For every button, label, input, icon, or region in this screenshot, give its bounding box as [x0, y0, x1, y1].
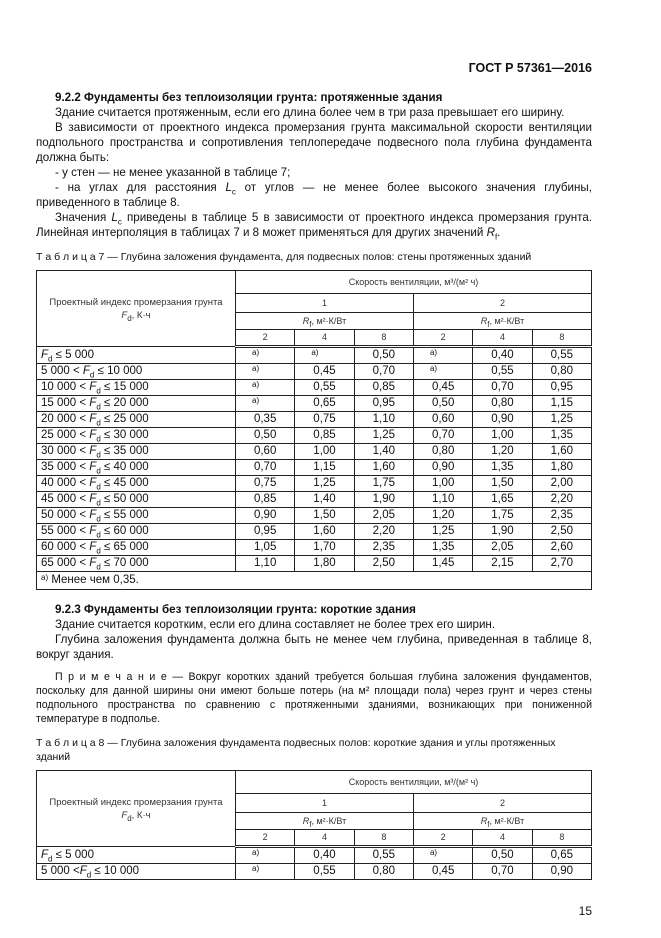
table-cell: 1,60: [295, 524, 354, 540]
table-cell: 1,90: [354, 492, 413, 508]
table-cell: 1,25: [295, 476, 354, 492]
table-cell: 2,70: [532, 556, 591, 572]
table-cell: 2,20: [354, 524, 413, 540]
sub-column-header: 4: [473, 830, 532, 847]
table-cell: 1,40: [354, 444, 413, 460]
row-label: 35 $000 < F_d \le 40$ 000: [37, 460, 236, 476]
table-8-caption: Т а б л и ц а 8 — Глубина заложения фундамента подвесных полов: короткие здания и углы протяженных зданий: [36, 737, 556, 763]
table-cell: 1,25: [532, 412, 591, 428]
row-label: 10 $000 < F_d \le 15$ 000: [37, 380, 236, 396]
table-row: [37, 412, 592, 428]
table-cell: 1,80: [532, 460, 591, 476]
table-7-caption: Т а б л и ц а 7 — Глубина заложения фундамента, для подвесных полов: стены протяженных зданий: [36, 251, 532, 263]
table-header-row: [37, 271, 592, 294]
table-row: [37, 476, 592, 492]
row-label: $F_d \le 5$ 000: [37, 347, 236, 364]
table-cell: 0,75: [295, 412, 354, 428]
table-cell: а): [413, 847, 472, 864]
table-cell: 1,35: [532, 428, 591, 444]
table-cell: 1,05: [236, 540, 295, 556]
table-cell: 1,10: [354, 412, 413, 428]
table-cell: 0,85: [295, 428, 354, 444]
table-cell: 0,70: [473, 380, 532, 396]
section-heading-9-2-2: 9.2.2 Фундаменты без теплоизоляции грунта: протяженные здания: [55, 91, 443, 104]
table-cell: 0,55: [532, 347, 591, 364]
table-row: [37, 524, 592, 540]
table-cell: 1,00: [473, 428, 532, 444]
row-label: 65 $000 < F_d \le 70$ 000: [37, 556, 236, 572]
table-cell: 2,05: [473, 540, 532, 556]
paragraph: Значения $L_c$ приведены в таблице 5 в зависимости от проектного индекса промерзания грунта. Линейная интерполяция в таблицах 7 и 8 может применяться для других значений $R_f$.: [36, 211, 592, 242]
table-cell: а): [295, 347, 354, 364]
page-number: 15: [578, 904, 592, 918]
table-cell: 1,60: [354, 460, 413, 476]
row-label: 20 $000 < F_d \le 25$ 000: [37, 412, 236, 428]
table-cell: 1,20: [473, 444, 532, 460]
table-cell: 1,70: [295, 540, 354, 556]
table-cell: 1,80: [295, 556, 354, 572]
table-cell: 2,35: [354, 540, 413, 556]
table-cell: 0,70: [354, 364, 413, 380]
table-cell: 1,20: [413, 508, 472, 524]
table-cell: 0,55: [473, 364, 532, 380]
table-cell: 0,80: [413, 444, 472, 460]
table-cell: 0,95: [354, 396, 413, 412]
table-cell: 1,45: [413, 556, 472, 572]
table-cell: 0,55: [354, 847, 413, 864]
table-header-row: [37, 771, 592, 794]
table-footnote: $^{а)}$ Менее чем 0,35.: [37, 572, 592, 590]
row-label: 50 $000 < F_d \le 55$ 000: [37, 508, 236, 524]
table-cell: 2,20: [532, 492, 591, 508]
table-cell: 1,50: [473, 476, 532, 492]
table-cell: 0,50: [473, 847, 532, 864]
table-cell: 0,80: [354, 864, 413, 880]
table-row: [37, 396, 592, 412]
table-cell: 0,65: [532, 847, 591, 864]
group-header: 1: [236, 794, 414, 813]
table-cell: 1,75: [354, 476, 413, 492]
rf-header: $R_f$, м²·К/Вт: [236, 813, 414, 830]
table-cell: 0,45: [413, 380, 472, 396]
column-header-index: Проектный индекс промерзания грунта $F_d$, К·ч: [37, 771, 236, 847]
table-cell: а): [236, 364, 295, 380]
table-cell: 0,90: [413, 460, 472, 476]
sub-column-header: 8: [532, 330, 591, 347]
sub-column-header: 8: [354, 830, 413, 847]
row-label: 25 $000 < F_d \le 30$ 000: [37, 428, 236, 444]
table-cell: 0,40: [473, 347, 532, 364]
table-cell: 0,55: [295, 380, 354, 396]
table-cell: 1,15: [532, 396, 591, 412]
table-cell: 1,00: [295, 444, 354, 460]
table-cell: 1,25: [413, 524, 472, 540]
row-label: 55 $000 < F_d \le 60$ 000: [37, 524, 236, 540]
row-label: 5 $000 <F_d \le 10$ 000: [37, 864, 236, 880]
table-cell: 0,70: [473, 864, 532, 880]
table-cell: 0,65: [295, 396, 354, 412]
table-row: [37, 508, 592, 524]
column-header-ventilation: Скорость вентиляции, м³/(м² ч): [236, 771, 592, 794]
rf-header: $R_f$, м²·К/Вт: [236, 313, 414, 330]
table-cell: 0,85: [236, 492, 295, 508]
table-cell: 1,35: [473, 460, 532, 476]
table-cell: 0,60: [236, 444, 295, 460]
table-cell: 2,50: [532, 524, 591, 540]
table-row: [37, 492, 592, 508]
table-cell: 0,50: [354, 347, 413, 364]
table-cell: 0,45: [413, 864, 472, 880]
table-cell: а): [236, 396, 295, 412]
table-cell: 1,35: [413, 540, 472, 556]
table-cell: а): [413, 347, 472, 364]
table-cell: 1,60: [532, 444, 591, 460]
paragraph: В зависимости от проектного индекса промерзания грунта максимальной скорости вентиляции подпольного пространства и сопротивления теплопередаче подвесного пола глубина фундамента должна быть:: [36, 121, 592, 164]
table-cell: 1,10: [413, 492, 472, 508]
section-heading-9-2-3: 9.2.3 Фундаменты без теплоизоляции грунта: короткие здания: [55, 603, 416, 616]
table-cell: 1,75: [473, 508, 532, 524]
sub-column-header: 2: [413, 330, 472, 347]
table-row: [37, 540, 592, 556]
table-cell: 0,35: [236, 412, 295, 428]
group-header: 1: [236, 294, 414, 313]
table-cell: 0,90: [236, 508, 295, 524]
table-cell: 1,10: [236, 556, 295, 572]
table-cell: 0,55: [295, 864, 354, 880]
table-cell: 1,50: [295, 508, 354, 524]
row-label: 60 $000 < F_d \le 65$ 000: [37, 540, 236, 556]
table-cell: 1,15: [295, 460, 354, 476]
sub-column-header: 8: [532, 830, 591, 847]
table-cell: 0,50: [413, 396, 472, 412]
table-row: [37, 380, 592, 396]
table-7: [36, 270, 592, 590]
row-label: 40 $000 < F_d \le 45$ 000: [37, 476, 236, 492]
table-row: [37, 847, 592, 864]
table-cell: 2,15: [473, 556, 532, 572]
sub-column-header: 2: [236, 830, 295, 847]
table-cell: 2,05: [354, 508, 413, 524]
table-cell: 0,75: [236, 476, 295, 492]
table-cell: 1,40: [295, 492, 354, 508]
table-cell: 0,50: [236, 428, 295, 444]
rf-header: $R_f$, м²·К/Вт: [413, 313, 591, 330]
table-row: [37, 428, 592, 444]
table-row: [37, 556, 592, 572]
sub-column-header: 2: [236, 330, 295, 347]
column-header-ventilation: Скорость вентиляции, м³/(м² ч): [236, 271, 592, 294]
table-cell: 2,50: [354, 556, 413, 572]
table-cell: а): [236, 864, 295, 880]
table-cell: 0,95: [532, 380, 591, 396]
table-cell: 0,40: [295, 847, 354, 864]
sub-column-header: 2: [413, 830, 472, 847]
table-row: [37, 864, 592, 880]
row-label: 5 $000 < F_d \le 10$ 000: [37, 364, 236, 380]
table-cell: а): [413, 364, 472, 380]
rf-header: $R_f$, м²·К/Вт: [413, 813, 591, 830]
document-id: ГОСТ Р 57361—2016: [468, 61, 592, 75]
table-row: [37, 347, 592, 364]
table-cell: 0,90: [532, 864, 591, 880]
table-cell: 2,35: [532, 508, 591, 524]
table-cell: 1,90: [473, 524, 532, 540]
group-header: 2: [413, 794, 591, 813]
table-cell: 1,65: [473, 492, 532, 508]
group-header: 2: [413, 294, 591, 313]
paragraph: Здание считается коротким, если его длина составляет не более трех его ширин.: [55, 618, 496, 631]
table-cell: а): [236, 347, 295, 364]
row-label: $F_d \le 5$ 000: [37, 847, 236, 864]
table-cell: 0,60: [413, 412, 472, 428]
table-cell: 1,25: [354, 428, 413, 444]
table-cell: 0,45: [295, 364, 354, 380]
table-cell: 0,70: [413, 428, 472, 444]
table-cell: 0,90: [473, 412, 532, 428]
note: П р и м е ч а н и е — Вокруг коротких зданий требуется большая глубина заложения фундаментов, поскольку для данной ширины они имеют больше потерь (на м² площади пола) через грунт и через стены подпольного пространства по сравнению с протяженными зданиями, возникающих при пониженной температуре в подполье.: [36, 671, 592, 725]
table-cell: 0,95: [236, 524, 295, 540]
table-cell: 0,80: [473, 396, 532, 412]
sub-column-header: 4: [473, 330, 532, 347]
sub-column-header: 4: [295, 830, 354, 847]
table-cell: а): [236, 380, 295, 396]
table-cell: 0,70: [236, 460, 295, 476]
row-label: 45 $000 < F_d \le 50$ 000: [37, 492, 236, 508]
row-label: 15 $000 < F_d \le 20$ 000: [37, 396, 236, 412]
list-item: - на углах для расстояния $L_c$ от углов — не менее более высокого значения глубины, приведенного в таблице 8.: [36, 181, 592, 209]
table-cell: 0,80: [532, 364, 591, 380]
table-cell: 2,00: [532, 476, 591, 492]
table-row: [37, 460, 592, 476]
table-cell: 2,60: [532, 540, 591, 556]
list-item: - у стен — не менее указанной в таблице 7;: [55, 166, 291, 179]
table-row: [37, 364, 592, 380]
table-8: [36, 770, 592, 880]
sub-column-header: 8: [354, 330, 413, 347]
table-cell: 0,85: [354, 380, 413, 396]
table-cell: 1,00: [413, 476, 472, 492]
table-row: [37, 444, 592, 460]
row-label: 30 $000 < F_d \le 35$ 000: [37, 444, 236, 460]
paragraph: Глубина заложения фундамента должна быть не менее чем глубина, приведенная в таблице 8, вокруг здания.: [36, 633, 592, 661]
column-header-index: Проектный индекс промерзания грунта $F_d$, К·ч: [37, 271, 236, 347]
table-cell: а): [236, 847, 295, 864]
paragraph: Здание считается протяженным, если его длина более чем в три раза превышает его ширину.: [55, 106, 565, 119]
sub-column-header: 4: [295, 330, 354, 347]
